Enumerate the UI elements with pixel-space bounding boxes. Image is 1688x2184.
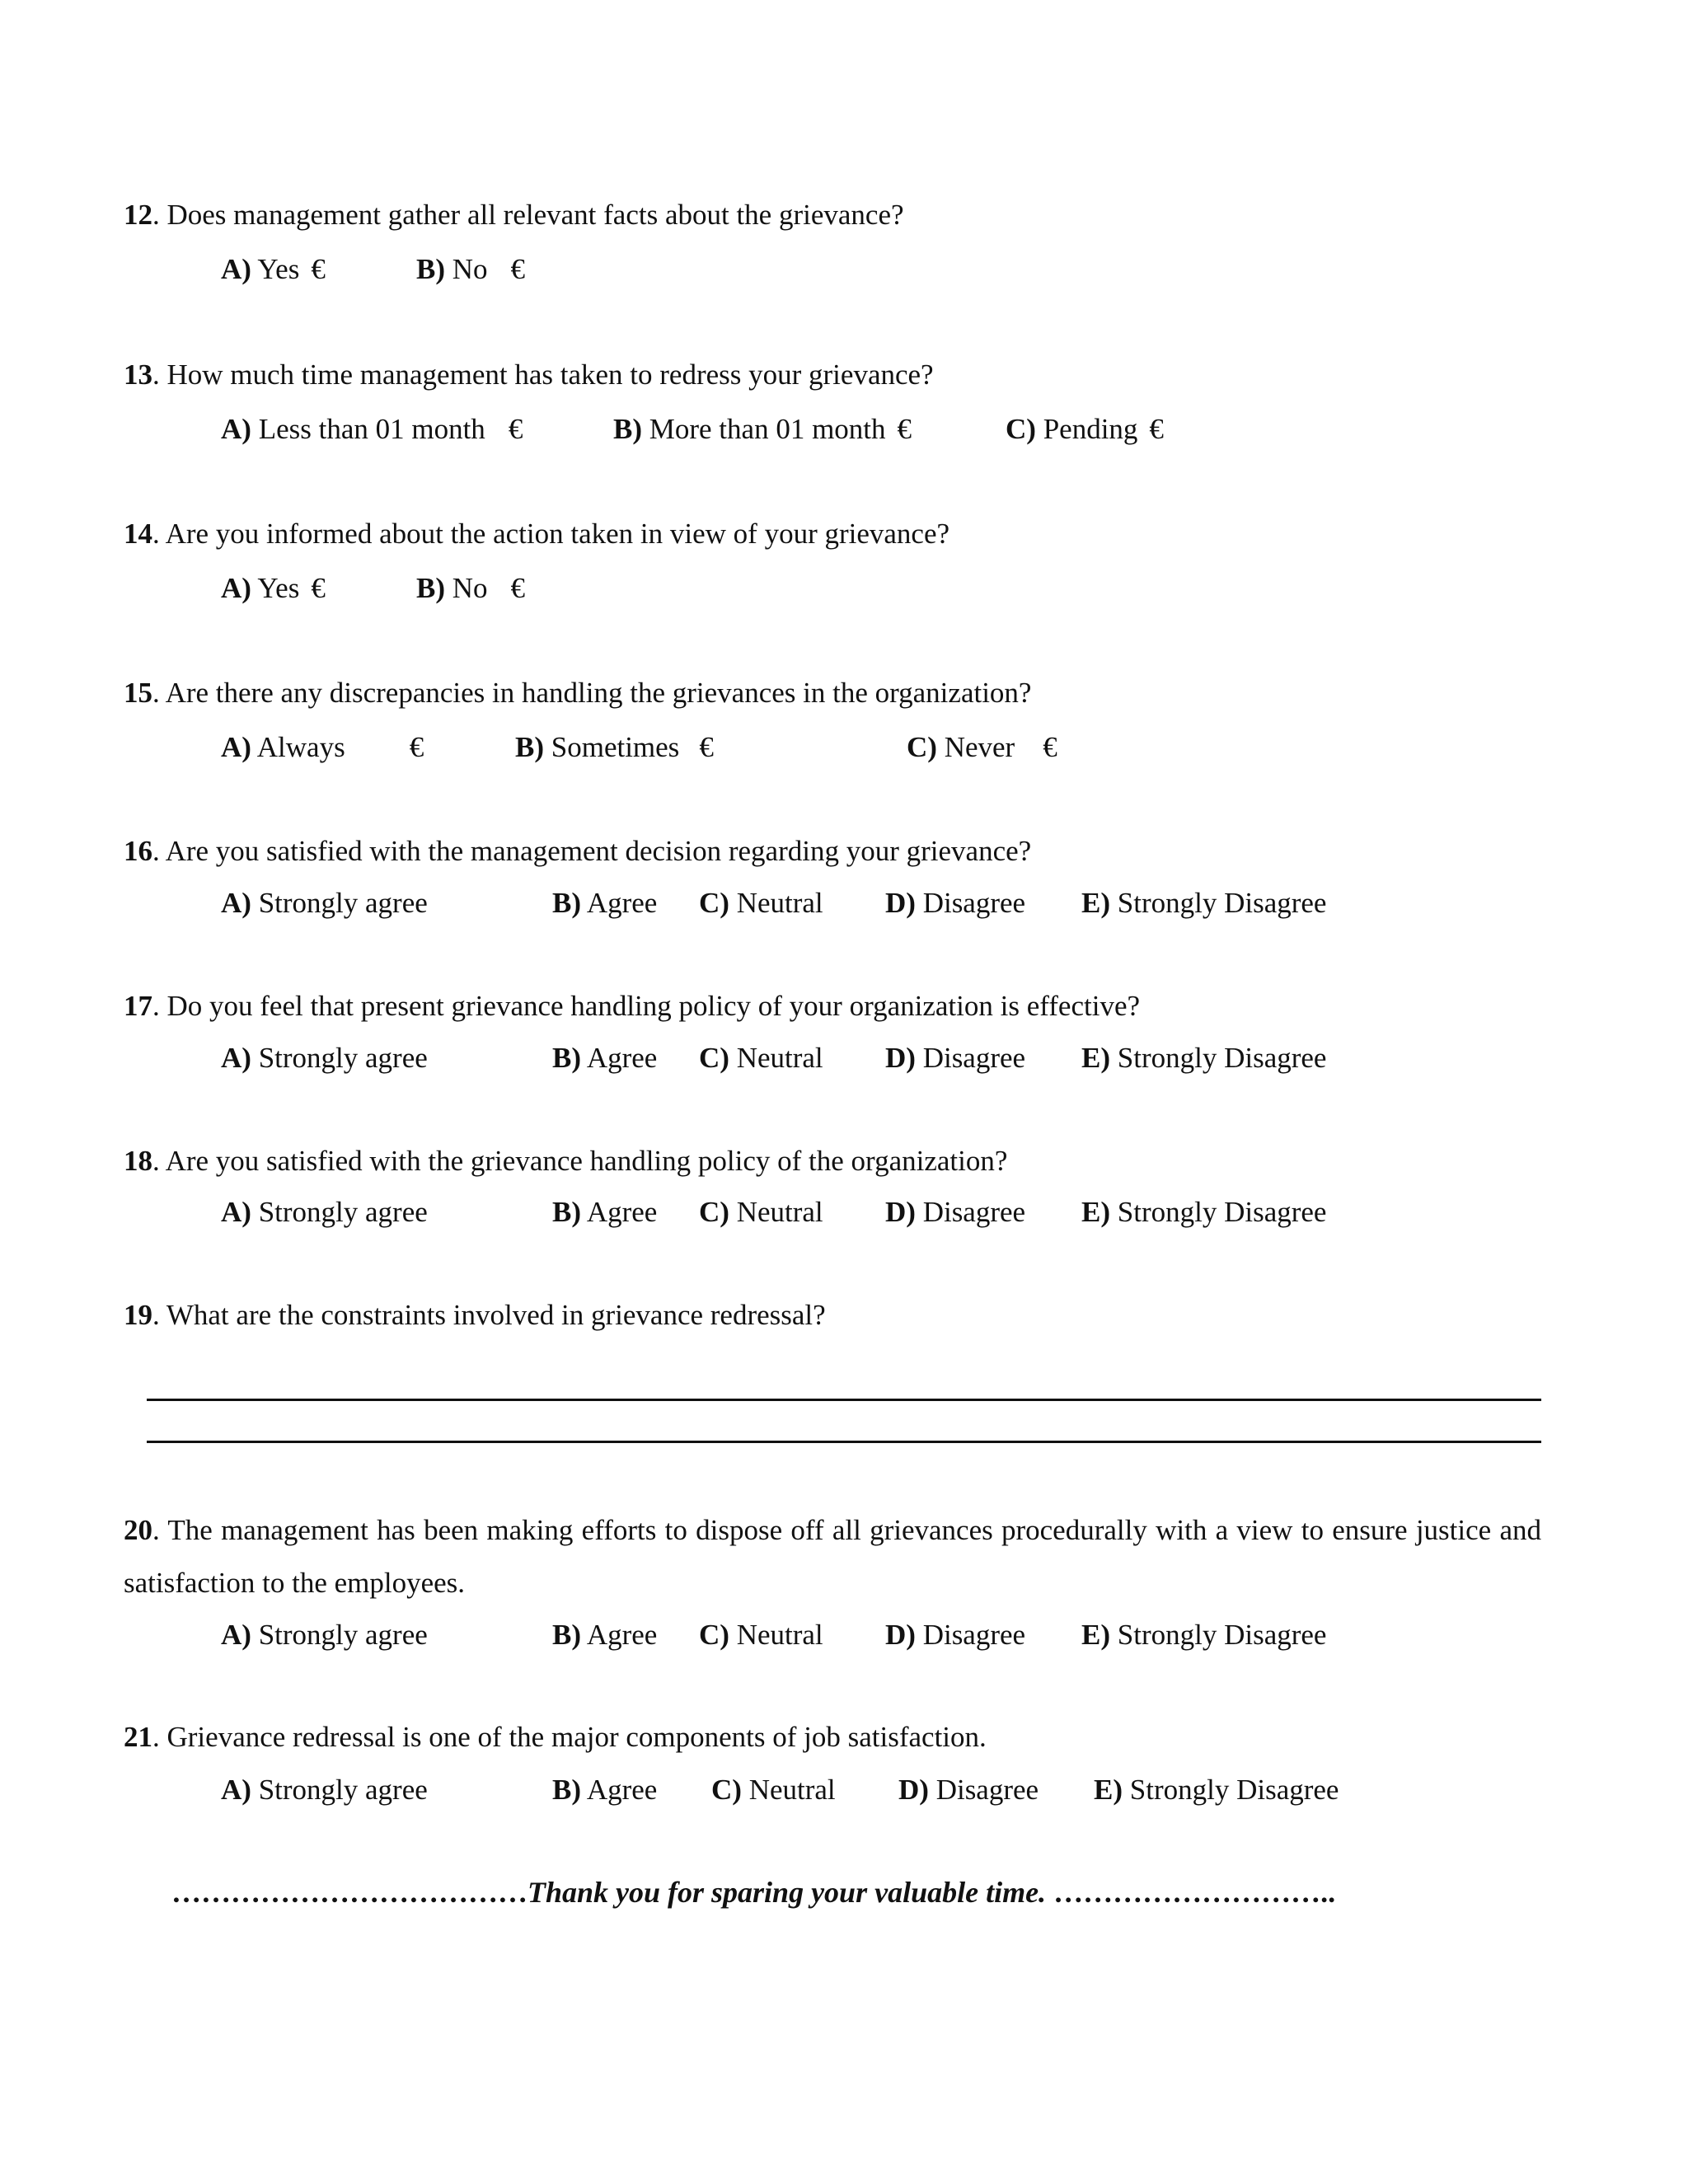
option-b[interactable]: B) More than 01 month € [613, 413, 912, 445]
question-number: 18 [124, 1145, 152, 1177]
likert-option-d[interactable]: D) Disagree [885, 887, 1026, 919]
likert-option-b[interactable]: B) Agree [552, 887, 658, 919]
question-14 [124, 519, 950, 548]
question-16 [124, 837, 1031, 865]
question-number: 15 [124, 677, 152, 709]
question-number: 14 [124, 518, 152, 550]
likert-option-b[interactable]: B) Agree [552, 1619, 658, 1651]
question-text: . Does management gather all relevant facts about the grievance? [152, 199, 904, 231]
question-20 [124, 1504, 1541, 1610]
checkbox-icon[interactable]: € [1149, 413, 1164, 445]
option-a[interactable]: A) Always € [221, 731, 424, 763]
likert-option-a[interactable]: A) Strongly agree [221, 887, 428, 919]
question-text: . The management has been making efforts to dispose off all grievances procedurally with a view to ensure justice and satisfaction to the employees. [124, 1514, 1541, 1599]
question-number: 16 [124, 835, 152, 867]
closing-line [171, 1877, 1335, 1907]
likert-option-d[interactable]: D) Disagree [885, 1042, 1026, 1074]
question-text: . Are you satisfied with the grievance handling policy of the organization? [152, 1145, 1008, 1177]
likert-option-b[interactable]: B) Agree [552, 1774, 658, 1806]
checkbox-icon[interactable]: € [510, 253, 526, 285]
option-c[interactable]: C) Pending € [1006, 413, 1164, 445]
checkbox-icon[interactable]: € [508, 413, 523, 445]
likert-option-e[interactable]: E) Strongly Disagree [1081, 1042, 1327, 1074]
likert-option-e[interactable]: E) Strongly Disagree [1094, 1774, 1339, 1806]
likert-option-a[interactable]: A) Strongly agree [221, 1774, 428, 1806]
question-21 [124, 1722, 987, 1751]
checkbox-icon[interactable]: € [409, 731, 424, 763]
question-text: . Grievance redressal is one of the major components of job satisfaction. [152, 1721, 987, 1753]
question-text: . How much time management has taken to redress your grievance? [152, 359, 934, 391]
likert-option-c[interactable]: C) Neutral [699, 887, 823, 919]
trailing-dots: ……………………….. [1046, 1876, 1336, 1909]
question-text: . Are you satisfied with the management decision regarding your grievance? [152, 835, 1032, 867]
option-c[interactable]: C) Never € [907, 731, 1057, 763]
question-number: 13 [124, 359, 152, 391]
likert-option-c[interactable]: C) Neutral [699, 1042, 823, 1074]
checkbox-icon[interactable]: € [311, 572, 326, 604]
option-b[interactable]: B) No € [416, 572, 526, 604]
likert-option-e[interactable]: E) Strongly Disagree [1081, 1619, 1327, 1651]
answer-line[interactable] [147, 1399, 1541, 1401]
likert-option-e[interactable]: E) Strongly Disagree [1081, 887, 1327, 919]
question-number: 17 [124, 990, 152, 1022]
likert-option-d[interactable]: D) Disagree [885, 1196, 1026, 1228]
likert-option-a[interactable]: A) Strongly agree [221, 1619, 428, 1651]
option-a[interactable]: A) Less than 01 month € [221, 413, 523, 445]
question-18 [124, 1146, 1007, 1175]
likert-option-b[interactable]: B) Agree [552, 1196, 658, 1228]
answer-line[interactable] [147, 1441, 1541, 1443]
likert-option-d[interactable]: D) Disagree [885, 1619, 1026, 1651]
likert-option-e[interactable]: E) Strongly Disagree [1081, 1196, 1327, 1228]
thank-you-message: Thank you for sparing your valuable time. [528, 1876, 1047, 1909]
checkbox-icon[interactable]: € [1043, 731, 1057, 763]
checkbox-icon[interactable]: € [311, 253, 326, 285]
option-a[interactable]: A) Yes € [221, 572, 326, 604]
question-12 [124, 200, 904, 229]
checkbox-icon[interactable]: € [897, 413, 912, 445]
question-13 [124, 360, 934, 389]
question-text: . Are there any discrepancies in handling the grievances in the organization? [152, 677, 1032, 709]
question-number: 12 [124, 199, 152, 231]
question-number: 21 [124, 1721, 152, 1753]
option-b[interactable]: B) Sometimes € [515, 731, 714, 763]
option-b[interactable]: B) No € [416, 253, 526, 285]
likert-option-b[interactable]: B) Agree [552, 1042, 658, 1074]
likert-option-d[interactable]: D) Disagree [898, 1774, 1039, 1806]
likert-option-a[interactable]: A) Strongly agree [221, 1196, 428, 1228]
question-text: . Do you feel that present grievance handling policy of your organization is effective? [152, 990, 1141, 1022]
question-number: 20 [124, 1514, 152, 1546]
question-number: 19 [124, 1299, 152, 1331]
option-a[interactable]: A) Yes € [221, 253, 326, 285]
leading-dots: ……………………………… [171, 1876, 528, 1909]
question-text: . What are the constraints involved in grievance redressal? [152, 1299, 826, 1331]
likert-option-a[interactable]: A) Strongly agree [221, 1042, 428, 1074]
question-text: . Are you informed about the action taken in view of your grievance? [152, 518, 950, 550]
question-17 [124, 991, 1140, 1020]
question-15 [124, 678, 1031, 707]
likert-option-c[interactable]: C) Neutral [699, 1196, 823, 1228]
checkbox-icon[interactable]: € [699, 731, 714, 763]
likert-option-c[interactable]: C) Neutral [711, 1774, 836, 1806]
likert-option-c[interactable]: C) Neutral [699, 1619, 823, 1651]
checkbox-icon[interactable]: € [510, 572, 526, 604]
question-19 [124, 1301, 826, 1329]
